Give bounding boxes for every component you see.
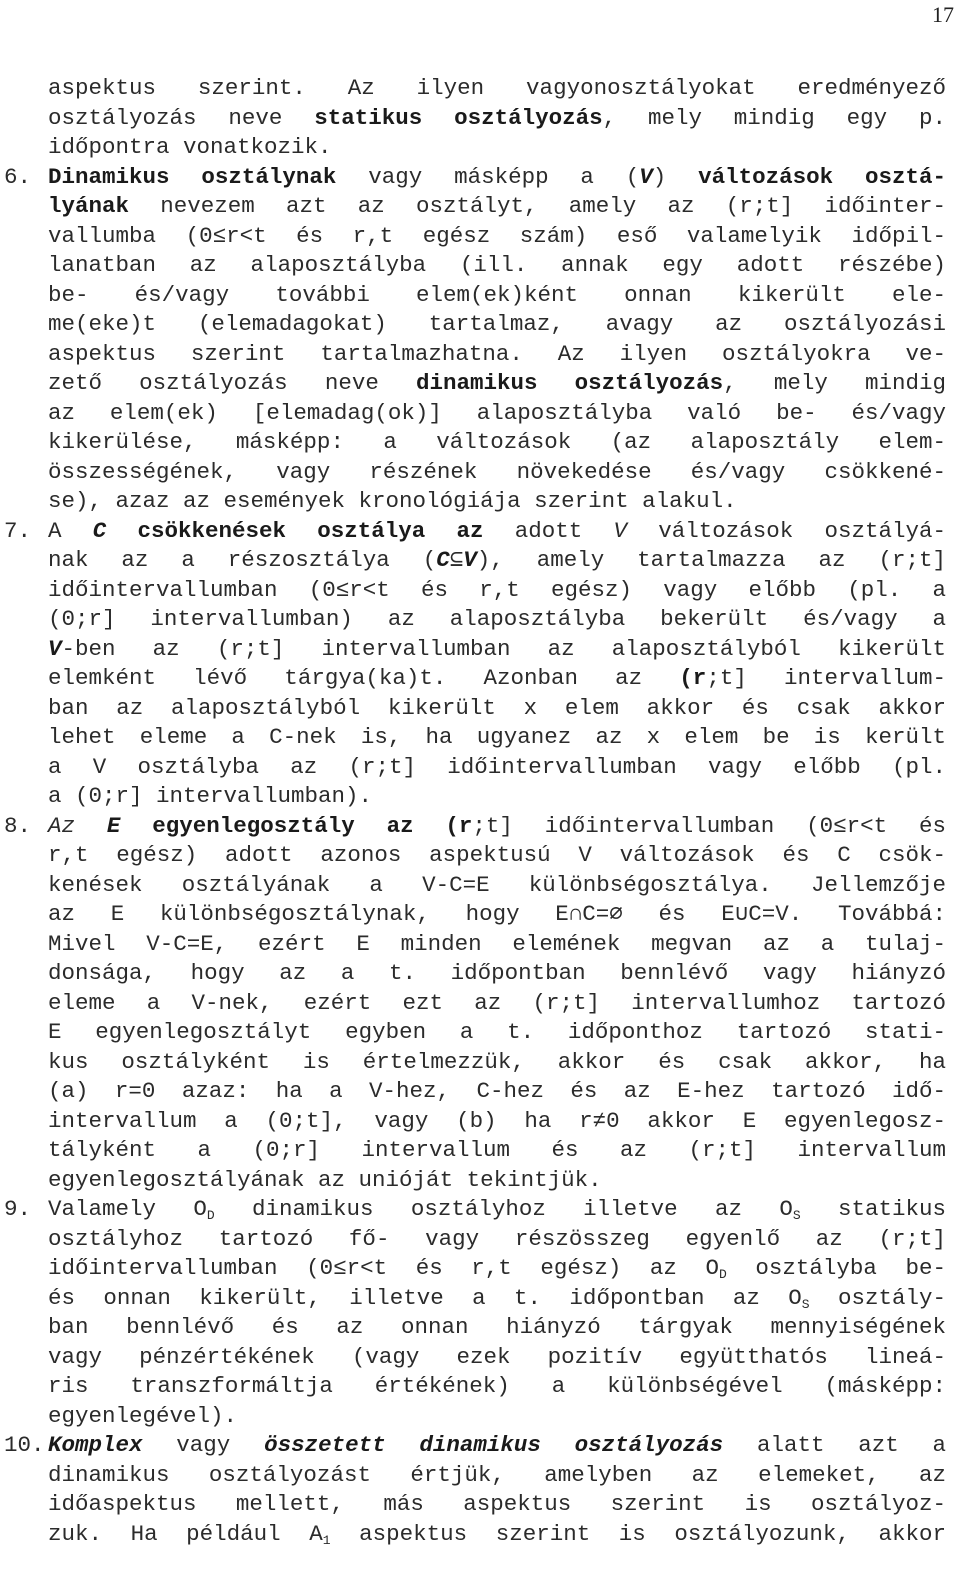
list-item-line: egyenlegosztályának az unióját tekintjük. <box>48 1166 602 1193</box>
list-item-line: zető osztályozás neve dinamikus osztályozás, mely mindig <box>48 370 947 396</box>
list-item-number: 7. <box>4 517 32 544</box>
list-item-line: kenések osztályának a V-C=E különbségosztálya. Jellemzője <box>48 871 946 898</box>
list-item-line: zuk. Ha például $A_1$ aspektus szerint is osztályozunk, akkor <box>48 1520 946 1548</box>
list-item-line: ris transzformáltja értékének) a különbségével (másképp: <box>48 1373 946 1399</box>
list-item-line: Mivel V-C=E, ezért E minden elemének megvan az a tulaj- <box>48 930 946 957</box>
list-item-line: nak az a részosztálya (C⊆V), amely tartalmazza az (r;t] <box>48 547 946 573</box>
list-item-line: Az E egyenlegosztály az (r;t] időintervallumban (0≤r<t és <box>48 812 946 839</box>
list-item-line: A C csökkenések osztálya az adott V változások osztályá- <box>48 517 946 544</box>
list-item-number: 6. <box>4 163 32 190</box>
list-item-line: a V osztályba az (r;t] időintervallumban vagy előbb (pl. <box>48 753 946 780</box>
list-item-line: ban bennlévő és az onnan hiányzó tárgyak mennyiségének <box>48 1314 946 1340</box>
list-item-line: elemként lévő tárgya(ka)t. Azonban az (r;t] intervallum- <box>48 665 946 691</box>
intro-line: osztályozás neve statikus osztályozás, mely mindig egy p. <box>48 104 947 131</box>
list-item-line: kus osztályként is értelmezzük, akkor és csak akkor, ha <box>48 1048 946 1075</box>
list-item-line: E egyenlegosztályt egyben a t. időponthoz tartozó stati- <box>48 1019 946 1045</box>
list-item-line: dinamikus osztályozást értjük, amelyben az elemeket, az <box>48 1461 946 1488</box>
list-item-line: az E különbségosztálynak, hogy E∩C=∅ és E∪C=V. Továbbá: <box>48 901 946 927</box>
list-item-line: a (0;r] intervallumban). <box>48 783 373 809</box>
page-number: 17 <box>932 2 954 27</box>
list-item-number: 9. <box>4 1196 32 1222</box>
list-item-line: V-ben az (r;t] intervallumban az alaposztályból kikerült <box>48 635 946 662</box>
list-item-line: lehet eleme a C-nek is, ha ugyanez az x elem be is került <box>48 724 946 750</box>
intro-line: aspektus szerint. Az ilyen vagyonosztályokat eredményező <box>48 75 946 101</box>
list-item-line: r,t egész) adott azonos aspektusú V változások és C csök- <box>48 842 946 868</box>
list-item-line: me(eke)t (elemadagokat) tartalmaz, avagy az osztályozási <box>48 311 946 337</box>
list-item-line: (0;r] intervallumban) az alaposztályba bekerült és/vagy a <box>48 606 946 632</box>
list-item-line: donsága, hogy az a t. időpontban bennlévő vagy hiányzó <box>48 960 946 986</box>
list-item-number: 8. <box>4 812 32 839</box>
list-item-line: egyenlegével). <box>48 1402 238 1429</box>
list-item-line: be- és/vagy további elem(ek)ként onnan kikerült ele- <box>48 281 946 308</box>
list-item-line: tályként a (0;r] intervallum és az (r;t] intervallum <box>48 1137 946 1163</box>
list-item-line: aspektus szerint tartalmazhatna. Az ilyen osztályokra ve- <box>48 340 946 367</box>
list-item-line: Valamely $O_D$ dinamikus osztályhoz illetve az $O_S$ statikus <box>48 1196 946 1223</box>
list-item-line: vallumba (0≤r<t és r,t egész szám) eső valamelyik időpil- <box>48 222 946 249</box>
list-item-line: Komplex vagy összetett dinamikus osztályozás alatt azt a <box>48 1432 946 1458</box>
list-item-line: kikerülése, másképp: a változások (az alaposztály elem- <box>48 429 946 455</box>
list-item-line: időintervallumban (0≤r<t és r,t egész) vagy előbb (pl. a <box>48 576 946 603</box>
list-item-line: összességének, vagy részének növekedése és/vagy csökkené- <box>48 458 946 485</box>
list-item-line: osztályhoz tartozó fő- vagy részösszeg egyenlő az (r;t] <box>48 1225 946 1252</box>
list-item-line: (a) r=0 azaz: ha a V-hez, C-hez és az E-hez tartozó idő- <box>48 1078 946 1104</box>
list-item-line: és onnan kikerült, illetve a t. időpontban az $O_S$ osztály- <box>48 1284 946 1312</box>
list-item-line: ban az alaposztályból kikerült x elem akkor és csak akkor <box>48 694 946 721</box>
list-item-number: 10. <box>4 1432 45 1458</box>
list-item-line: lyának nevezem azt az osztályt, amely az (r;t] időinter- <box>48 193 946 219</box>
list-item-line: eleme a V-nek, ezért ezt az (r;t] intervallumhoz tartozó <box>48 989 946 1016</box>
list-item-line: lanatban az alaposztályba (ill. annak egy adott részébe) <box>48 252 946 278</box>
list-item-line: vagy pénzértékének (vagy ezek pozitív együtthatós lineá- <box>48 1343 946 1370</box>
list-item-line: intervallum a (0;t], vagy (b) ha r≠0 akkor E egyenlegosz- <box>48 1107 946 1134</box>
intro-line: időpontra vonatkozik. <box>48 134 332 160</box>
list-item-line: Dinamikus osztálynak vagy másképp a (V) változások osztá- <box>48 163 946 190</box>
list-item-line: időaspektus mellett, más aspektus szerint is osztályoz- <box>48 1491 946 1517</box>
list-item-line: se), azaz az események kronológiája szerint alakul. <box>48 488 737 514</box>
list-item-line: az elem(ek) [elemadag(ok)] alaposztályba való be- és/vagy <box>48 399 946 426</box>
list-item-line: időintervallumban (0≤r<t és r,t egész) az $O_D$ osztályba be- <box>48 1255 946 1282</box>
